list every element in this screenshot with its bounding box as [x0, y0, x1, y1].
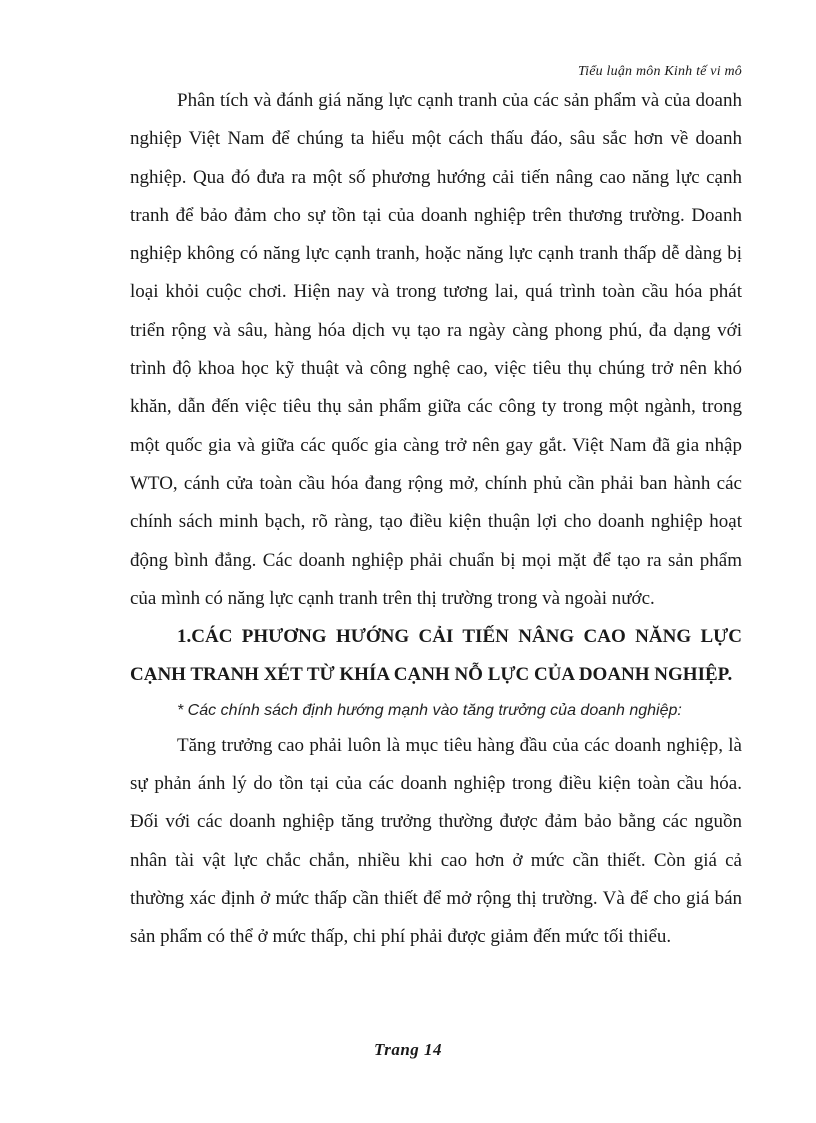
- paragraph-intro: Phân tích và đánh giá năng lực cạnh tranh của các sản phẩm và của doanh nghiệp Việt Nam để chúng ta hiểu một cách thấu đáo, sâu sắc hơn về doanh nghiệp. Qua đó đưa ra một số phương hướng cải tiến nâng cao năng lực cạnh tranh để bảo đảm cho sự tồn tại của doanh nghiệp trên thương trường. Doanh nghiệp không có năng lực cạnh tranh, hoặc năng lực cạnh tranh thấp dễ dàng bị loại khỏi cuộc chơi. Hiện nay và trong tương lai, quá trình toàn cầu hóa phát triển rộng và sâu, hàng hóa dịch vụ tạo ra ngày càng phong phú, đa dạng với trình độ khoa học kỹ thuật và công nghệ cao, việc tiêu thụ chúng trở nên khó khăn, dẫn đến việc tiêu thụ sản phẩm giữa các công ty trong một ngành, trong một quốc gia và giữa các quốc gia càng trở nên gay gắt. Việt Nam đã gia nhập WTO, cánh cửa toàn cầu hóa đang rộng mở, chính phủ cần phải ban hành các chính sách minh bạch, rõ ràng, tạo điều kiện thuận lợi cho doanh nghiệp hoạt động bình đẳng. Các doanh nghiệp phải chuẩn bị mọi mặt để tạo ra sản phẩm của mình có năng lực cạnh tranh trên thị trường trong và ngoài nước.: [130, 90, 742, 609]
- paragraph-growth: Tăng trưởng cao phải luôn là mục tiêu hàng đầu của các doanh nghiệp, là sự phản ánh lý do tồn tại của các doanh nghiệp trong điều kiện toàn cầu hóa. Đối với các doanh nghiệp tăng trưởng thường được đảm bảo bằng các nguồn nhân tài vật lực chắc chắn, nhiều khi cao hơn ở mức cần thiết. Còn giá cả thường xác định ở mức thấp cần thiết để mở rộng thị trường. Và để cho giá bán sản phẩm có thể ở mức thấp, chi phí phải được giảm đến mức tối thiểu.: [130, 734, 742, 948]
- body-text: [130, 82, 742, 957]
- subheading: * Các chính sách định hướng mạnh vào tăng trưởng của doanh nghiệp:: [177, 701, 682, 719]
- page-number: Trang 14: [373, 1040, 443, 1059]
- section-heading: 1.CÁC PHƯƠNG HƯỚNG CẢI TIẾN NÂNG CAO NĂNG LỰC CẠNH TRANH XÉT TỪ KHÍA CẠNH NỖ LỰC CỦA DOANH NGHIỆP.: [130, 626, 742, 686]
- running-header: Tiểu luận môn Kinh tế vi mô: [577, 64, 742, 79]
